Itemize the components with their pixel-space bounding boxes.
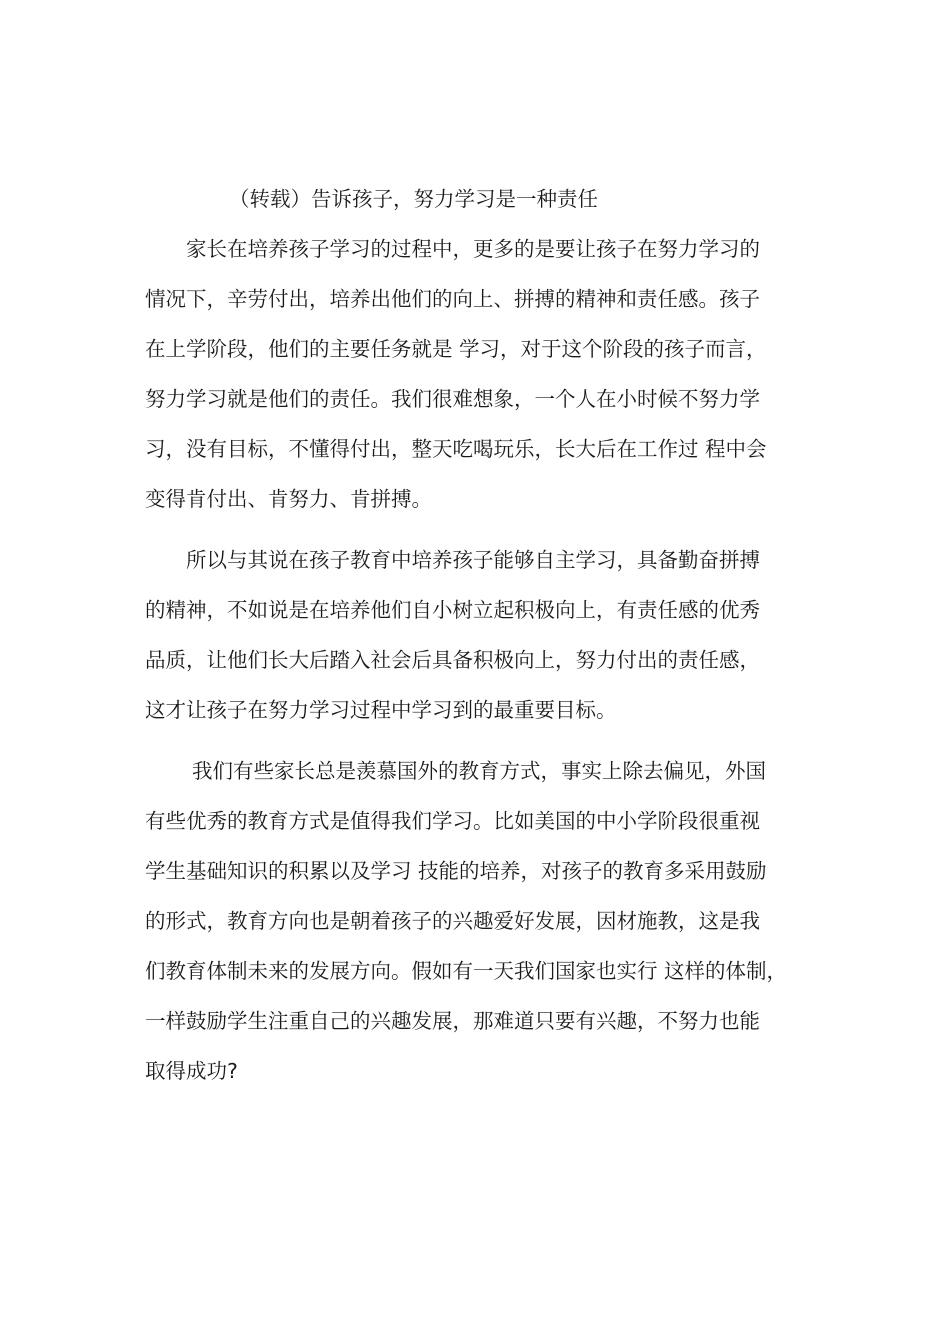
paragraph-line: 的精神，不如说是在培养他们自小树立起积极向上，有责任感的优秀: [145, 598, 760, 622]
paragraph-line: 的形式，教育方向也是朝着孩子的兴趣爱好发展，因材施教，这是我: [145, 909, 760, 933]
paragraph-line: 情况下，辛劳付出，培养出他们的向上、拼搏的精神和责任感。孩子: [145, 287, 760, 311]
paragraph-line: 习，没有目标，不懂得付出，整天吃喝玩乐，长大后在工作过 程中会: [145, 437, 767, 461]
paragraph-line: 品质，让他们长大后踏入社会后具备积极向上，努力付出的责任感，: [145, 648, 760, 672]
paragraph-line: 有些优秀的教育方式是值得我们学习。比如美国的中小学阶段很重视: [145, 809, 760, 833]
document-title: （转载）告诉孩子，努力学习是一种责任: [229, 187, 598, 211]
paragraph-line: 我们有些家长总是羡慕国外的教育方式，事实上除去偏见，外国: [192, 759, 766, 783]
paragraph-line: 们教育体制未来的发展方向。假如有一天我们国家也实行 这样的体制，: [145, 959, 788, 983]
paragraph-line: 变得肯付出、肯努力、肯拼搏。: [145, 487, 432, 511]
paragraph-line: 取得成功?: [145, 1059, 238, 1083]
paragraph-line: 努力学习就是他们的责任。我们很难想象，一个人在小时候不努力学: [145, 387, 760, 411]
paragraph-line: 这才让孩子在努力学习过程中学习到的最重要目标。: [145, 698, 617, 722]
paragraph-line: 一样鼓励学生注重自己的兴趣发展，那难道只要有兴趣，不努力也能: [145, 1009, 760, 1033]
paragraph-line: 所以与其说在孩子教育中培养孩子能够自主学习，具备勤奋拼搏: [186, 548, 760, 572]
paragraph-line: 在上学阶段，他们的主要任务就是 学习，对于这个阶段的孩子而言，: [145, 337, 767, 361]
paragraph-line: 学生基础知识的积累以及学习 技能的培养，对孩子的教育多采用鼓励: [145, 859, 767, 883]
paragraph-line: 家长在培养孩子学习的过程中，更多的是要让孩子在努力学习的: [186, 237, 760, 261]
